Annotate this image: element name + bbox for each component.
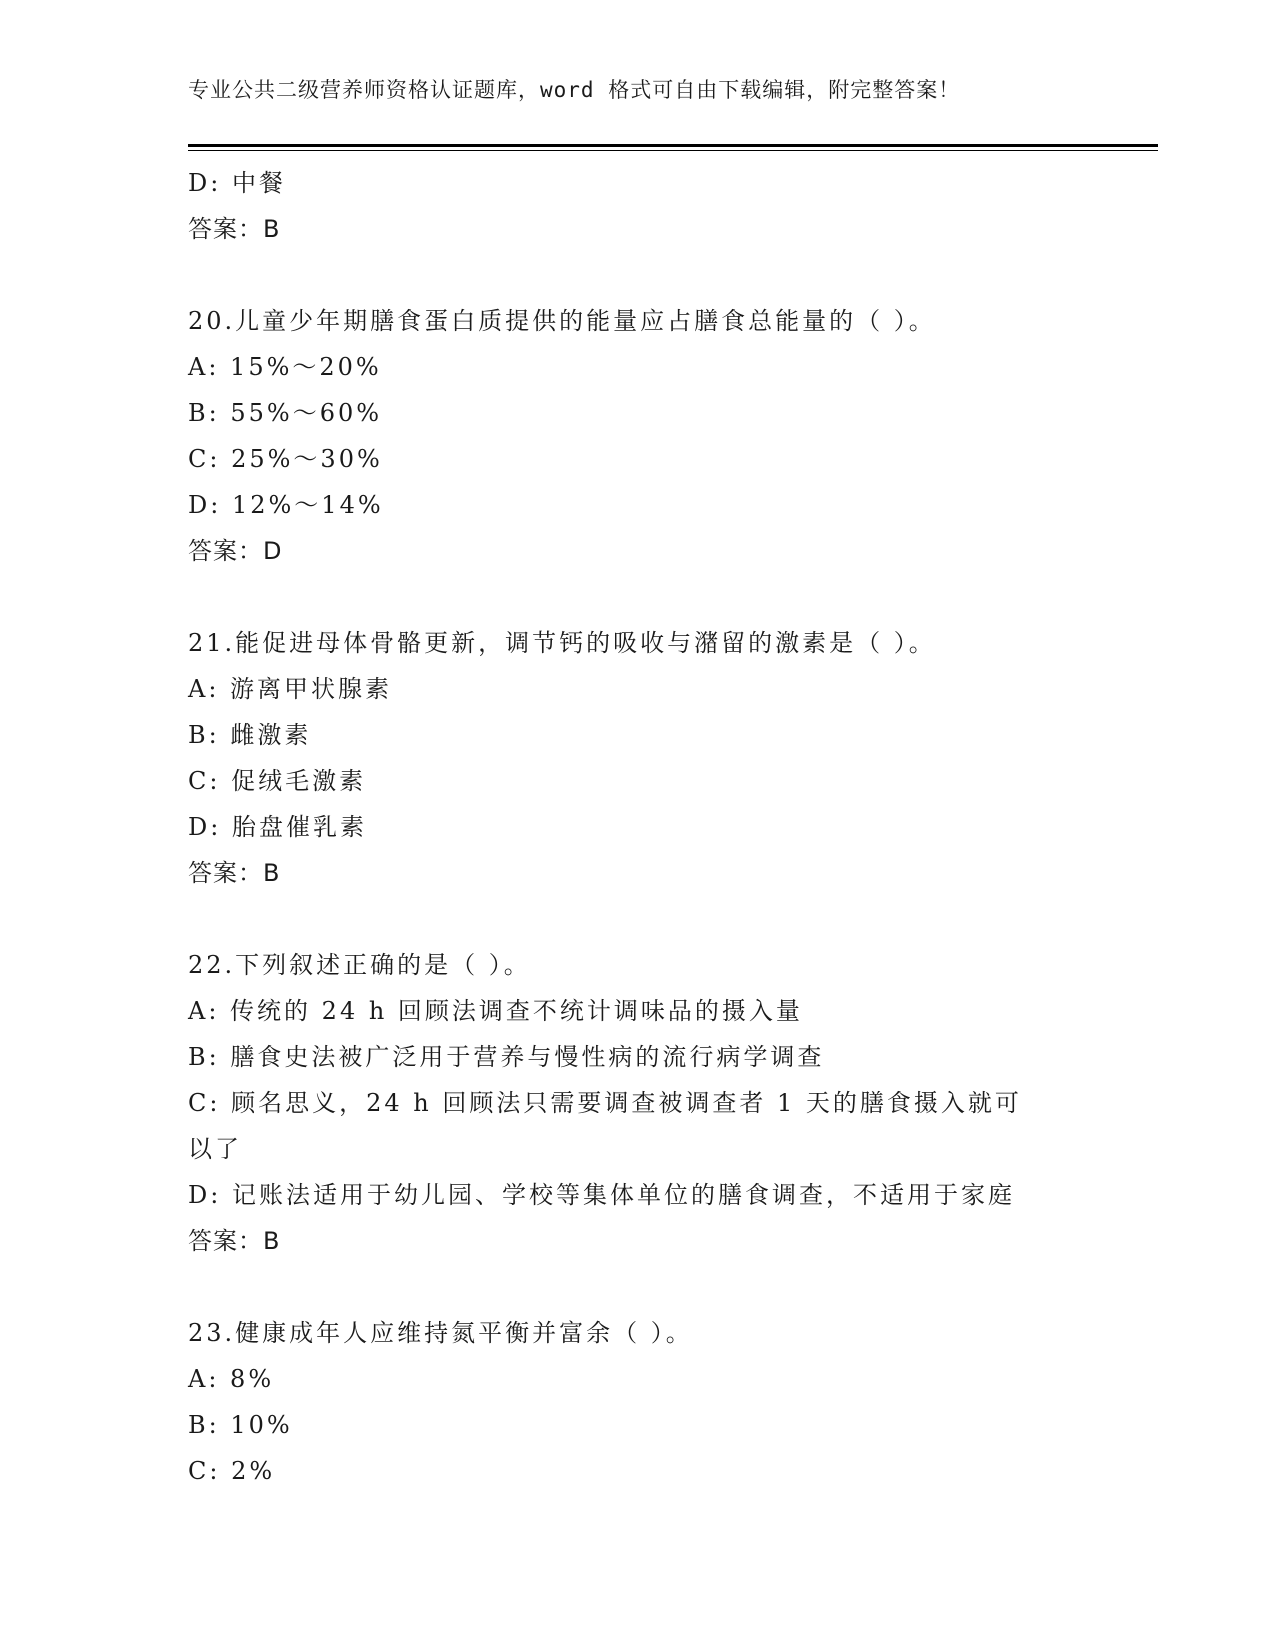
option-c: C: 顾名思义，24 h 回顾法只需要调查被调查者 1 天的膳食摄入就可以了 [188,1089,1022,1163]
answer: 答案：B [188,1227,281,1255]
option-a: A: 15%～20% [188,353,382,381]
option-d: D: 12%～14% [188,491,384,519]
option-c: C: 促绒毛激素 [188,767,367,795]
option-b: B: 膳食史法被广泛用于营养与慢性病的流行病学调查 [188,1043,825,1071]
option-d: D: 中餐 [188,169,286,197]
option-a: A: 游离甲状腺素 [188,675,393,703]
header-rule-thick [188,144,1158,147]
question-19-tail [188,160,1088,252]
option-a: A: 传统的 24 h 回顾法调查不统计调味品的摄入量 [188,997,803,1025]
option-b: B: 雌激素 [188,721,312,749]
question-23 [188,1310,1088,1494]
question-stem: 21.能促进母体骨骼更新，调节钙的吸收与潴留的激素是（ ）。 [188,629,936,657]
question-20 [188,298,1088,574]
option-b: B: 55%～60% [188,399,383,427]
question-stem: 20.儿童少年期膳食蛋白质提供的能量应占膳食总能量的（ ）。 [188,307,936,335]
option-b: B: 10% [188,1411,293,1439]
header-rule-thin [188,150,1158,151]
answer: 答案：B [188,859,281,887]
question-stem: 23.健康成年人应维持氮平衡并富余（ ）。 [188,1319,693,1347]
question-21 [188,620,1088,896]
question-list [188,160,1088,1494]
answer: 答案：B [188,215,281,243]
page-header: 专业公共二级营养师资格认证题库，word 格式可自由下载编辑，附完整答案！ [188,78,961,102]
question-22 [188,942,1088,1264]
question-stem: 22.下列叙述正确的是（ ）。 [188,951,531,979]
answer: 答案：D [188,537,283,565]
option-c: C: 2% [188,1457,276,1485]
option-d: D: 胎盘催乳素 [188,813,367,841]
option-c: C: 25%～30% [188,445,383,473]
option-d: D: 记账法适用于幼儿园、学校等集体单位的膳食调查，不适用于家庭 [188,1181,1015,1209]
option-a: A: 8% [188,1365,275,1393]
